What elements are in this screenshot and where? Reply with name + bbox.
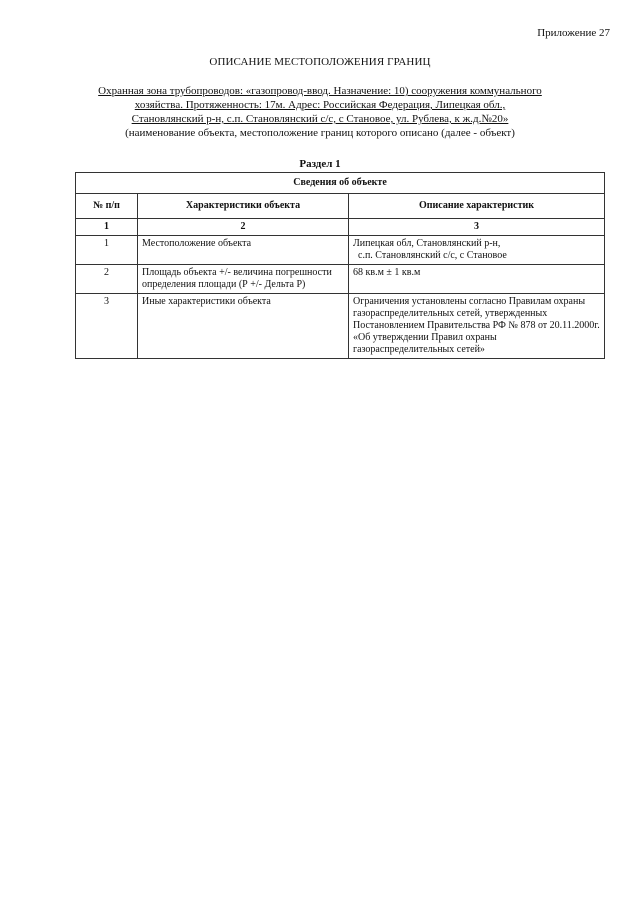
column-header: № п/п [76, 194, 138, 219]
column-number: 2 [138, 219, 349, 236]
column-number: 3 [349, 219, 605, 236]
row-characteristic: Площадь объекта +/- величина погрешности определения площади (Р +/- Дельта Р) [138, 265, 349, 294]
row-description: Ограничения установлены согласно Правилам охраны газораспределительных сетей, утвержденных Постановлением Правительства РФ № 878 от 20.11.2000г. «Об утверждении Правил охраны газораспределительных сетей» [349, 294, 605, 359]
appendix-label: Приложение 27 [537, 27, 610, 39]
object-line: Охранная зона трубопроводов: «газопровод-ввод. Назначение: 10) сооружения коммунального [98, 85, 542, 97]
row-number: 2 [76, 265, 138, 294]
object-caption: (наименование объекта, местоположение границ которого описано (далее - объект) [125, 127, 515, 139]
object-line: Становлянский р-н, с.п. Становлянский с/с, с Становое, ул. Рублева, к ж.д.№20» [131, 113, 509, 125]
table-row [76, 265, 605, 294]
row-characteristic: Местоположение объекта [138, 236, 349, 265]
section-title: Раздел 1 [299, 158, 341, 170]
object-description [60, 84, 580, 140]
object-info-table [75, 172, 605, 359]
row-description: 68 кв.м ± 1 кв.м [349, 265, 605, 294]
table-row [76, 236, 605, 265]
row-characteristic: Иные характеристики объекта [138, 294, 349, 359]
table-caption: Сведения об объекте [76, 173, 605, 194]
table-row [76, 294, 605, 359]
description-line: Липецкая обл, Становлянский р-н, [353, 238, 501, 249]
document-title: ОПИСАНИЕ МЕСТОПОЛОЖЕНИЯ ГРАНИЦ [209, 56, 431, 68]
object-line: хозяйства. Протяженность: 17м. Адрес: Российская Федерация, Липецкая обл., [134, 99, 506, 111]
column-header: Описание характеристик [349, 194, 605, 219]
row-number: 3 [76, 294, 138, 359]
row-number: 1 [76, 236, 138, 265]
column-number: 1 [76, 219, 138, 236]
column-header: Характеристики объекта [138, 194, 349, 219]
description-line: с.п. Становлянский с/с, с Становое [358, 250, 507, 261]
row-description [349, 236, 605, 265]
